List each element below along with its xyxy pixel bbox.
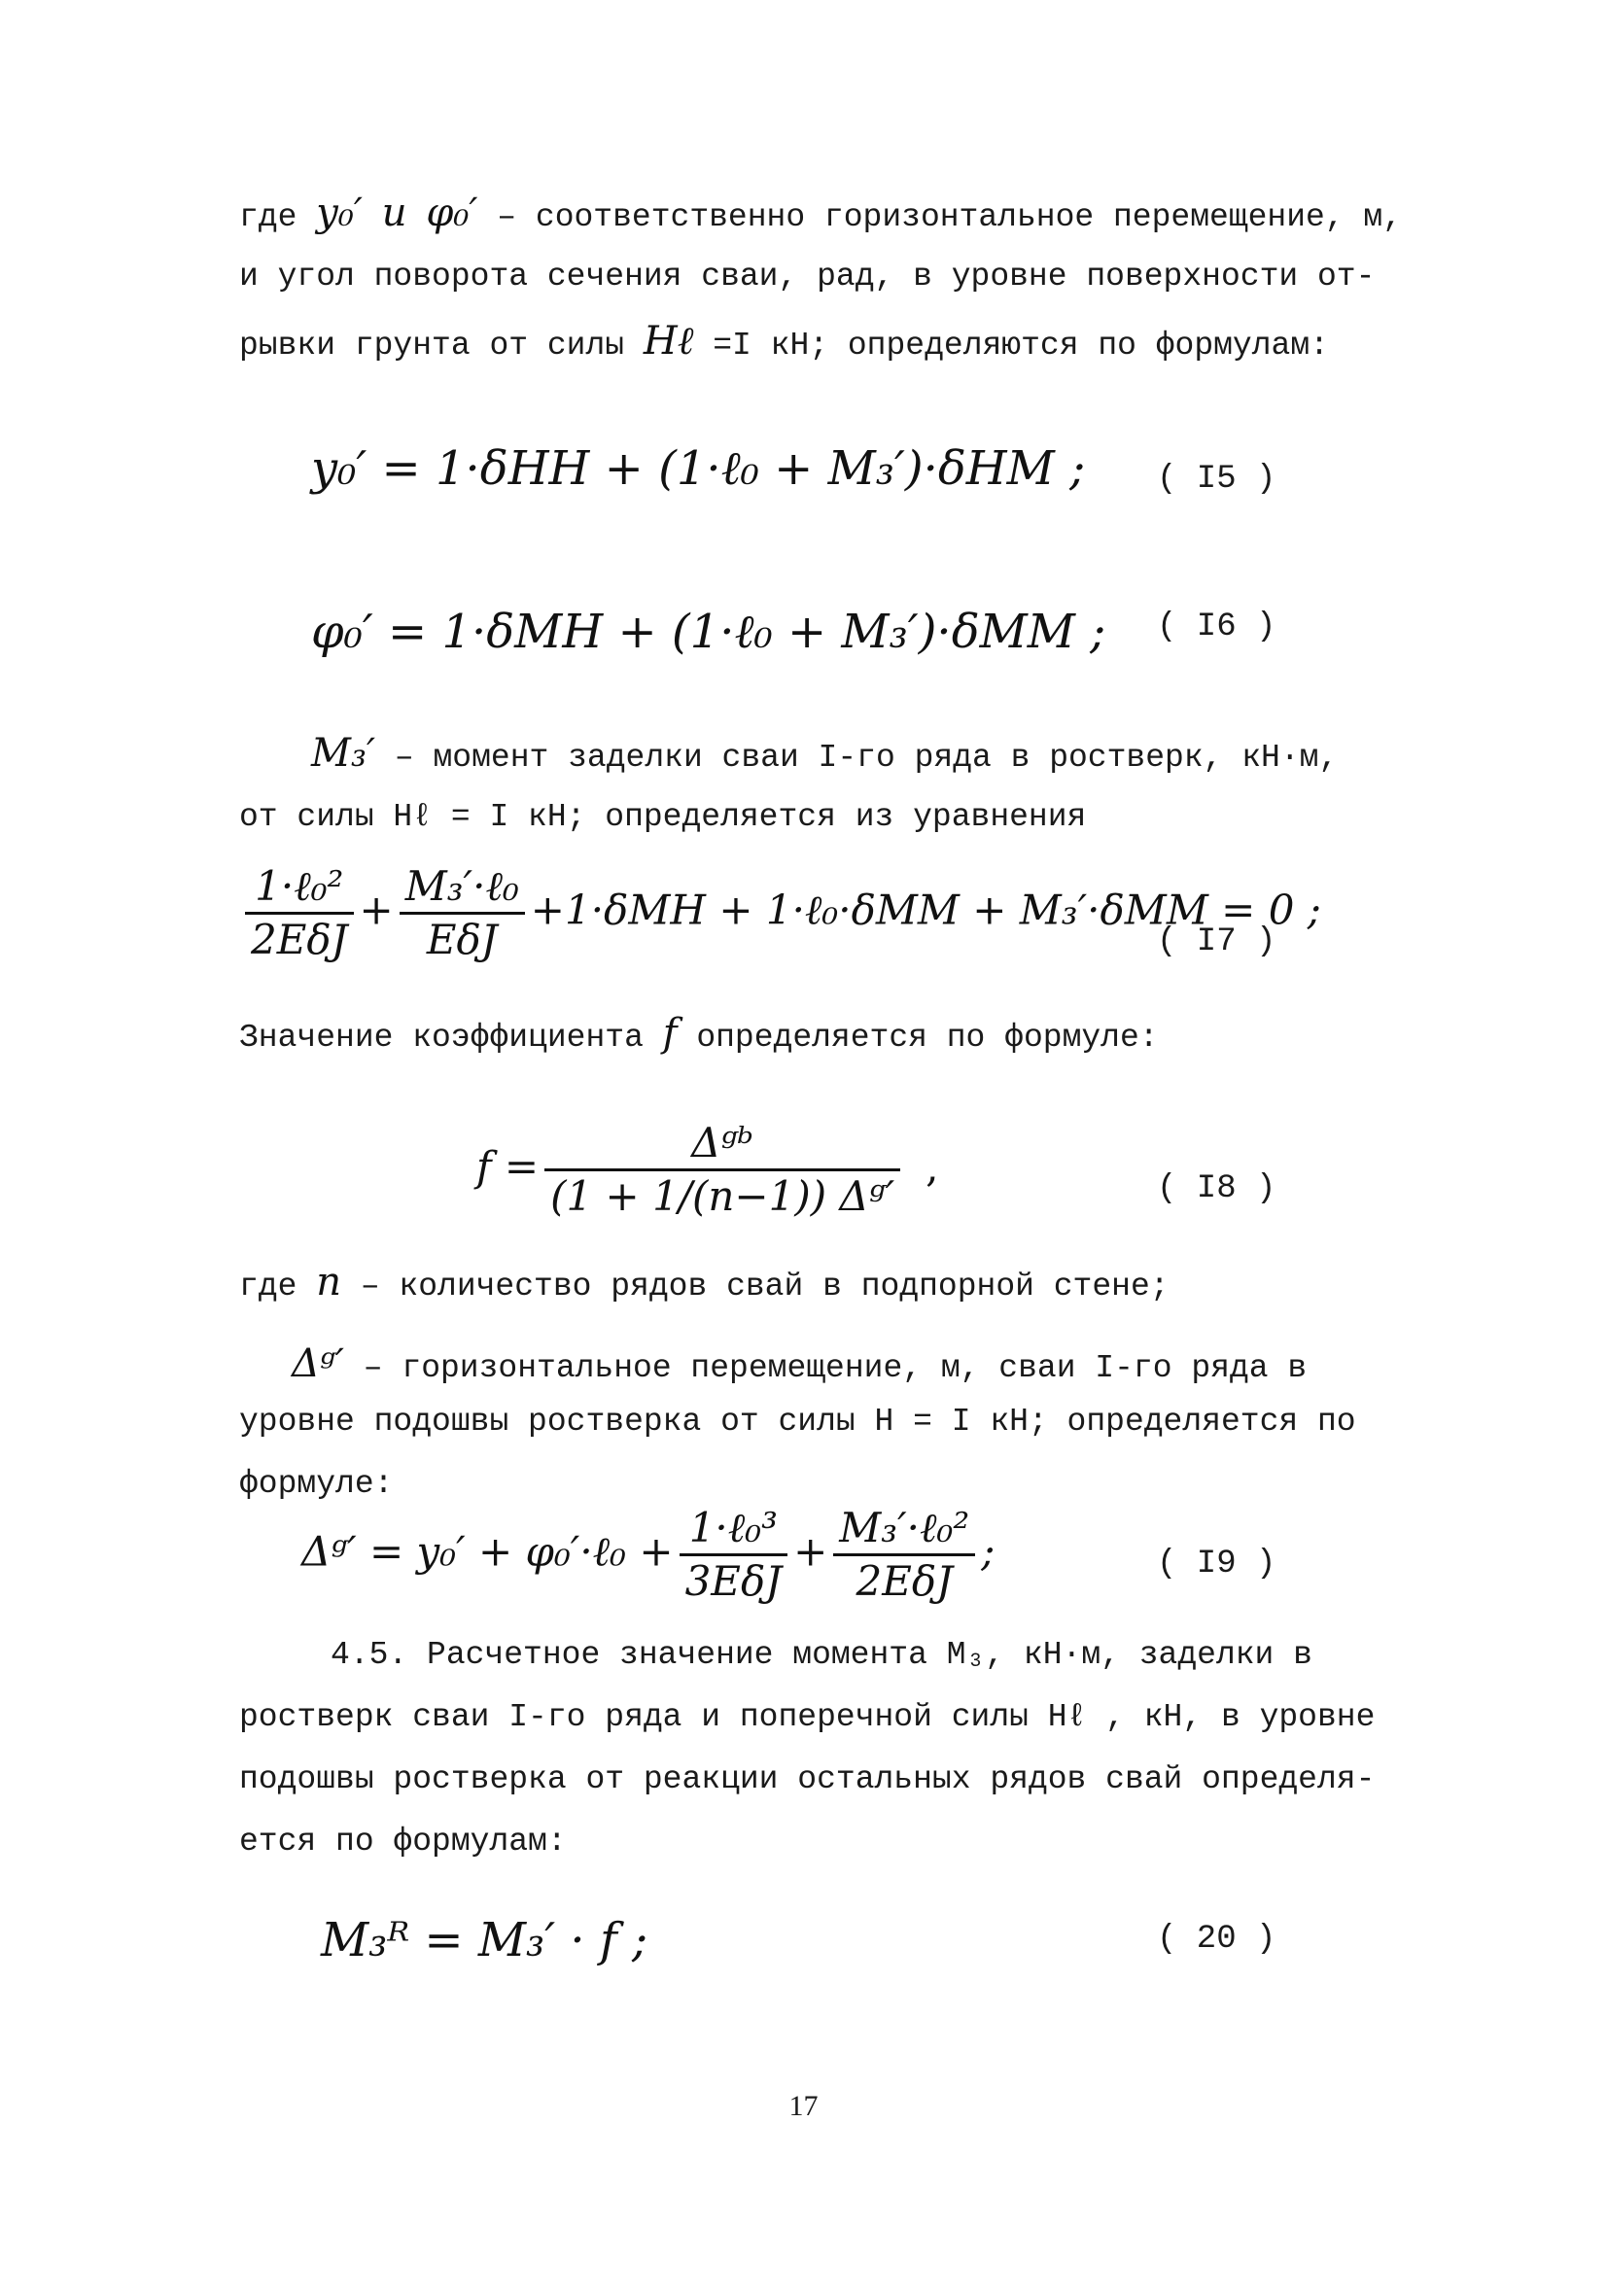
formula-17-number: ( I7 ) <box>1157 923 1276 960</box>
formula-17-fraction-1: $\frac{\text{1·ℓ₀²}}{\text{2EδJ}}$ <box>245 861 354 965</box>
formula-17-fraction-2: $\frac{\text{M₃′·ℓ₀}}{\text{EδJ}}$ <box>400 861 525 965</box>
paragraph-1-line-1 <box>239 191 1403 240</box>
formula-17-rest: +1·δMH + 1·ℓ₀·δMM + M₃′·δMM = 0 ; <box>530 886 1321 934</box>
text-row-count: – количество рядов свай в подпорной стене; <box>360 1269 1170 1305</box>
text-coefficient: Значение коэффициента <box>239 1020 644 1056</box>
formula-15: y₀′ = 1·δHH + (1·ℓ₀ + M₃′)·δHM ; <box>311 441 1086 496</box>
formula-20: M₃ᴿ = M₃′ · f ; <box>321 1913 648 1967</box>
formula-19-fraction-2: $\frac{\text{M₃′·ℓ₀²}}{\text{2EδJ}}$ <box>833 1503 975 1607</box>
formula-18: f = $\frac{\text{Δᵍᵇ}}{\text{(1 + 1/(n−1)) Δᵍ′}}$ , <box>476 1119 939 1220</box>
paragraph-2-line-1 <box>311 731 1371 781</box>
paragraph-5-line-2: уровне подошвы ростверка от силы H = I кН; определяется по <box>239 1404 1356 1440</box>
page-number: 17 <box>788 2090 819 2122</box>
text-from-force: рывки грунта от силы <box>239 328 625 364</box>
formula-18-fraction: $\frac{\text{Δᵍᵇ}}{\text{(1 + 1/(n−1)) Δᵍ′}}$ <box>544 1118 900 1222</box>
symbol-hl: Hℓ <box>643 319 694 364</box>
paragraph-1-line-3 <box>239 319 1367 368</box>
text-by-formula: определяется по формуле: <box>696 1020 1159 1056</box>
formula-20-number: ( 20 ) <box>1157 1921 1276 1958</box>
formula-16: φ₀′ = 1·δMH + (1·ℓ₀ + M₃′)·δMM ; <box>311 605 1106 659</box>
paragraph-6-line-1: 4.5. Расчетное значение момента M₃, кН·м, заделки в <box>331 1637 1312 1673</box>
formula-18-number: ( I8 ) <box>1157 1170 1276 1207</box>
symbol-f: f <box>662 1011 678 1056</box>
symbol-m3: M₃′ <box>311 731 376 776</box>
paragraph-6-line-4: ется по формулам: <box>239 1824 567 1860</box>
text-determined: =I кН; определяются по формулам: <box>713 328 1329 364</box>
paragraph-5-line-1 <box>292 1341 1371 1391</box>
symbol-y0: y₀′ <box>316 191 363 235</box>
formula-16-number: ( I6 ) <box>1157 609 1276 645</box>
symbol-phi0: φ₀′ <box>426 191 478 235</box>
paragraph-6-line-2: ростверк сваи I-го ряда и поперечной силы Hℓ , кН, в уровне <box>239 1699 1376 1735</box>
formula-19: Δᵍ′ = y₀′ + φ₀′·ℓ₀ + $\frac{\text{1·ℓ₀³}}{\text{3EδJ}}$ + $\frac{\text{M₃′·ℓ₀²}}{\text{2EδJ}}$ ; <box>301 1504 996 1605</box>
symbol-delta: Δᵍ′ <box>292 1341 344 1386</box>
paragraph-5-line-3: формуле: <box>239 1466 394 1502</box>
text-where: где <box>239 199 297 235</box>
text-displacement: – соответственно горизонтальное перемещение, м, <box>497 199 1403 235</box>
formula-19-fraction-1: $\frac{\text{1·ℓ₀³}}{\text{3EδJ}}$ <box>680 1503 788 1607</box>
formula-15-number: ( I5 ) <box>1157 461 1276 498</box>
symbol-n: n <box>316 1260 341 1305</box>
text-moment: – момент заделки сваи I-го ряда в ростверк, кН·м, <box>394 740 1339 776</box>
paragraph-2-line-2: от силы Hℓ = I кН; определяется из уравнения <box>239 799 1087 835</box>
paragraph-4 <box>239 1260 1367 1309</box>
text-and: и <box>381 191 407 235</box>
formula-17: $\frac{\text{1·ℓ₀²}}{\text{2EδJ}}$ + $\frac{\text{M₃′·ℓ₀}}{\text{EδJ}}$ +1·δMH + 1·ℓ₀·δMM + M₃′·δMM = 0 ; <box>239 861 1321 965</box>
paragraph-1-line-2: и угол поворота сечения сваи, рад, в уровне поверхности от- <box>239 259 1376 295</box>
text-horizontal-displacement: – горизонтальное перемещение, м, сваи I-го ряда в <box>363 1350 1308 1386</box>
text-where-2: где <box>239 1269 297 1305</box>
paragraph-6-line-3: подошвы ростверка от реакции остальных рядов свай определя- <box>239 1761 1376 1797</box>
paragraph-3 <box>239 1011 1367 1061</box>
formula-19-number: ( I9 ) <box>1157 1546 1276 1583</box>
